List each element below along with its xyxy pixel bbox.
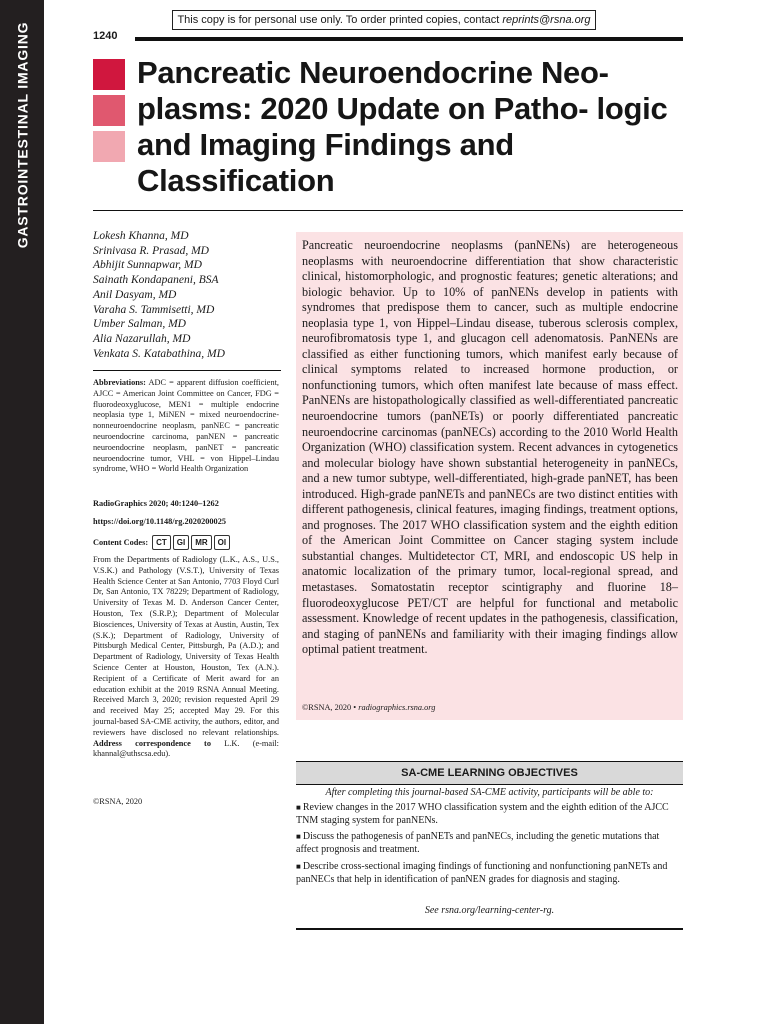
author: Venkata S. Katabathina, MD <box>93 347 225 360</box>
page-number: 1240 <box>93 30 118 42</box>
bullet-icon: ■ <box>296 803 301 812</box>
title-square-dark <box>93 59 125 90</box>
address-text: L.K. (e-mail: khannal@uthscsa.edu). <box>93 738 279 759</box>
author: Anil Dasyam, MD <box>93 288 177 301</box>
title-rule <box>93 210 683 211</box>
cme-title: SA-CME LEARNING OBJECTIVES <box>401 767 578 779</box>
abbreviations-text: ADC = apparent diffusion coefficient, AJCC = American Joint Committee on Cancer, FDG = fluorodeoxyglucose, MEN1 = multiple endocrine neoplasia type 1, MiNEN = mixed neuroendocrine-nonneuroendocrine neoplasm, panNEC = pancreatic neuroendocrine carcinoma, panNEN = pancreatic neuroendocrine neoplasm, panNET = pancreatic neuroendocrine tumor, VHL = von Hippel–Lindau syndrome, WHO = World Health Organization <box>93 378 279 474</box>
content-codes-label: Content Codes: <box>93 538 149 547</box>
cme-intro: After completing this journal-based SA-CME activity, participants will be able to: <box>325 787 654 798</box>
article-title: Pancreatic Neuroendocrine Neo- plasms: 2020 Update on Patho- logic and Imaging Findings and Classification <box>137 55 668 198</box>
content-code-badge: OI <box>214 535 230 550</box>
author: Abhijit Sunnapwar, MD <box>93 259 202 272</box>
author: Sainath Kondapaneni, BSA <box>93 274 219 287</box>
abstract-text: Pancreatic neuroendocrine neoplasms (panNENs) are heterogeneous neoplasms with neuroendocrine differentiation that show characteristic clinical, histomorphologic, and prognostic features; genetic alterations; and biologic behavior. Up to 10% of panNENs develop in patients with syndromes that predispose them to cancer, such as multiple endocrine neoplasia type 1, von Hippel–Lindau disease, tuberous sclerosis complex, neurofibromatosis type 1, and glucagon cell adenomatosis. PanNENs are classified as either functioning tumors, which manifest early because of clinical symptoms related to increased hormone production, or nonfunctioning tumors, which often manifest late because of mass effect. PanNENs are histopathologically classified as well-differentiated pancreatic neuroendocrine tumors (panNETs) or poorly differentiated pancreatic neuroendocrine carcinomas (panNECs) according to the 2010 World Health Organization (WHO) classification system. Recent advances in cytogenetics and molecular biology have shown substantial heterogeneity in panNECs, and a new tumor subtype, well-differentiated, high-grade panNET, has been introduced. High-grade panNETs and panNECs are two distinct entities with different pathogenesis, clinical features, imaging findings, treatment options, and prognoses. The 2017 WHO classification system and the eighth edition of the American Joint Committee on Cancer staging system include substantial changes. Multidetector CT, MRI, and endoscopic US help in anatomic localization of the primary tumor, local-regional spread, and metastases. Somatostatin receptor scintigraphy and fluorine 18–fluorodeoxyglucose PET/CT are helpful for functional and metabolic assessment. Knowledge of recent updates in the pathogenesis, classification, and staging of panNENs and familiarity with their imaging findings allow optimal patient treatment. <box>302 238 678 657</box>
content-code-badge: GI <box>173 535 189 550</box>
journal-site-link[interactable]: radiographics.rsna.org <box>358 703 436 712</box>
cme-objectives-list <box>296 802 683 890</box>
author: Lokesh Khanna, MD <box>93 230 189 242</box>
section-label: GASTROINTESTINAL IMAGING <box>14 21 31 249</box>
copyright-left: ©RSNA, 2020 <box>93 797 143 806</box>
author: Alia Nazarullah, MD <box>93 332 191 345</box>
content-codes <box>93 535 230 550</box>
title-square-light <box>93 131 125 162</box>
copy-notice: This copy is for personal use only. To order printed copies, contact reprints@rsna.org <box>172 10 596 30</box>
doi-link[interactable]: https://doi.org/10.1148/rg.2020200025 <box>93 517 226 526</box>
abbreviations-label: Abbreviations: <box>93 378 146 387</box>
bullet-icon: ■ <box>296 832 301 842</box>
author: Varaha S. Tammisetti, MD <box>93 303 215 316</box>
affiliation-text: From the Departments of Radiology (L.K., A.S., U.S., V.S.K.) and Pathology (V.S.T.), University of Texas Health Science Center at San Antonio, 7703 Floyd Curl Dr, San Antonio, TX 78229; Department of Radiology, University of Texas M. D. Anderson Cancer Center, Houston, Tex (S.R.P.); Department of Molecular Biosciences, University of Texas at Austin, Austin, Tex (S.K.); Department of Radiology, University of Pittsburgh Medical Center, Pittsburgh, Pa (A.D.); and Department of Radiology, University of Texas Health Science Center at Houston, Houston, Tex (A.N.). Recipient of a Certificate of Merit award for an education exhibit at the 2019 RSNA Annual Meeting. Received March 3, 2020; revision requested April 29 and received May 25; accepted May 29. For this journal-based SA-CME activity, the authors, editor, and reviewers have disclosed no relevant relationships. <box>93 555 279 737</box>
cme-bottom-rule <box>296 928 683 930</box>
bullet-icon: ■ <box>296 861 301 871</box>
title-square-mid <box>93 95 125 126</box>
cme-objective: ■ Discuss the pathogenesis of panNETs and panNECs, including the genetic mutations that affect prognosis and treatment. <box>296 831 660 856</box>
author: Umber Salman, MD <box>93 318 186 331</box>
section-sidebar <box>0 0 44 1024</box>
author-list <box>93 229 225 361</box>
cme-objective: ■ Review changes in the 2017 WHO classification system and the eighth edition of the AJCC TNM staging system for panNENs. <box>296 802 669 826</box>
address-label: Address correspondence to <box>93 738 211 748</box>
reprints-email-link[interactable]: reprints@rsna.org <box>502 14 591 26</box>
author: Srinivasa R. Prasad, MD <box>93 244 209 257</box>
abbreviations-block <box>93 378 279 475</box>
journal-citation: RadioGraphics 2020; 40:1240–1262 <box>93 499 219 508</box>
header-rule <box>135 37 683 41</box>
learning-center-link[interactable]: See rsna.org/learning-center-rg. <box>424 905 555 916</box>
abstract-copyright: ©RSNA, 2020 • radiographics.rsna.org <box>302 703 436 712</box>
cme-objective: ■ Describe cross-sectional imaging findings of functioning and nonfunctioning panNETs and panNECs that help in identification of panNEN grades for diagnosis and staging. <box>296 860 668 885</box>
content-code-badge: MR <box>191 535 211 550</box>
abbreviations-rule <box>93 370 281 371</box>
content-code-badge: CT <box>152 535 171 550</box>
affiliation-block <box>93 555 279 760</box>
